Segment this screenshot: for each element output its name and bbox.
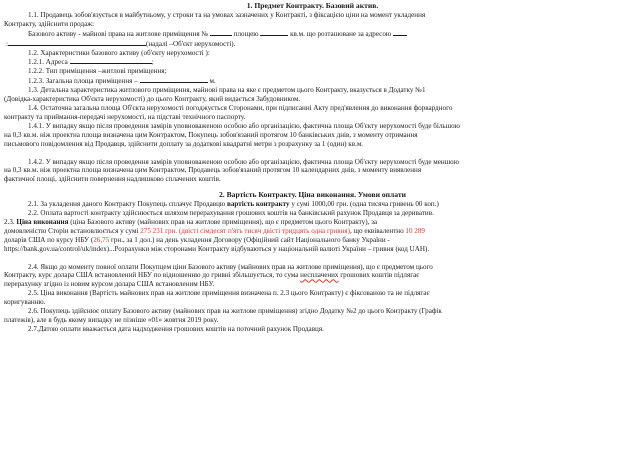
section-1-heading: 1. Предмет Контракту. Базовий актив. xyxy=(246,1,379,10)
clause-2-4-text-b: грошових коштів підлягає xyxy=(340,271,420,280)
clause-1-3-line-1: 1.3. Детальна характеристика житлового приміщення, майнові права на яке є предметом цього Контракту, вказується в Додатку №1 xyxy=(28,86,426,95)
clause-2-3-text-b: домовленістю Сторін встановлюється у сумі xyxy=(4,226,139,235)
clause-1-4-line-1: 1.4. Остаточна загальна площа Об'єкта нерухомості погоджується Сторонами, при підписанні Акту пред'явлення до виконання форвардного xyxy=(28,103,453,112)
clause-2-1 xyxy=(4,200,621,209)
clause-1-3-line-2: (Довідка-характеристика Об'єкта нерухомості) до цього Контракту, який видається Забудовником. xyxy=(4,95,301,104)
price-uah: 275 231 грн. (двісті сімдесят п'ять тисяч двісті тридцять одна гривня) xyxy=(140,226,350,235)
clause-2-4-text-a: Контракту, курс долара США встановлений НБУ по відношенню до гривні збільшується, то сума xyxy=(4,271,299,280)
clause-2-5-line-1: 2.5. Ціна виконання (Вартість майнових прав на житлове приміщення визначена п. 2.3 цього Контракту) є фіксованою та не підлягає xyxy=(28,289,430,298)
spacer xyxy=(4,149,621,158)
spacer xyxy=(4,254,621,263)
address-field-start[interactable] xyxy=(393,29,407,36)
clause-1-4-1-line-2: на 0,3 кв.м. ніж проектна площа визначена цим Контрактом, Покупець зобов'язаний протягом 10 банківських днів, з моменту отримання xyxy=(4,130,418,139)
exchange-rate: 26,75 xyxy=(93,235,110,244)
clause-1-1-text-c: кв.м. що розташоване за адресою xyxy=(290,29,392,38)
clause-1-4-2-line-3: фактичної площі, здійснити повернення надлишково сплачених коштів. xyxy=(4,175,221,184)
clause-1-1-line-4 xyxy=(4,39,621,49)
area-field[interactable] xyxy=(260,29,288,36)
clause-2-6-line-1: 2.6. Покупець здійснює оплату Базового активу (майнових прав на житлове приміщення) згідно Додатку №2 до цього Контракту (Графік xyxy=(28,307,442,316)
price-usd: 10 289 xyxy=(405,226,425,235)
clause-2-3-text-a: (ціна Базового активу (майнових прав на житлове приміщення), що є предметом цього Контракту), за xyxy=(70,217,378,226)
clause-1-1-line-1: 1.1. Продавець зобов'язується в майбутньому, у строки та на умовах зазначених у Контракті, з фіксацією ціни на момент укладення xyxy=(28,10,426,19)
clause-2-3-num: 2.3. xyxy=(4,217,15,226)
clause-1-1-text-d: (надалі –Об'єкт нерухомості). xyxy=(145,39,236,48)
clause-1-2: 1.2. Характеристики базового активу (об'єкту нерухомості ): xyxy=(28,48,210,57)
address-field[interactable] xyxy=(8,39,146,46)
address-line-field[interactable] xyxy=(70,57,154,67)
clause-2-3-line-1 xyxy=(4,218,621,227)
apartment-number-field[interactable] xyxy=(210,29,232,36)
colon-mark: : xyxy=(6,39,8,48)
total-area-field[interactable] xyxy=(140,76,208,83)
clause-2-5-line-2: коригуванню. xyxy=(4,298,46,307)
section-2-heading: 2. Вартість Контракту. Ціна виконання. Умови оплати xyxy=(218,190,407,200)
clause-2-3-line-2 xyxy=(4,227,621,236)
clause-1-1-text-a: Базового активу - майнові права на житлове приміщення № xyxy=(28,29,209,38)
clause-1-4-1-line-3: письмового повідомлення від Продавця, здійснити доплату за додаткові квадратні метри з розрахунку за 1 (один) кв.м. xyxy=(4,139,364,148)
clause-1-4-line-2: контракту та приймання-передачі нерухомості, на підставі технічного паспорту. xyxy=(4,112,246,121)
clause-2-7: 2.7.Датою оплати вважається дата надходження грошових коштів на поточний рахунок Продавця. xyxy=(28,324,324,333)
execution-price-label: Ціна виконання xyxy=(16,217,69,226)
clause-2-4-line-2 xyxy=(4,271,621,280)
clause-2-4-line-3: перерахунку згідно із новим курсом долара США встановленим НБУ. xyxy=(4,280,215,289)
clause-2-4-line-1: 2.4. Якщо до моменту повної оплати Покупцем ціни Базового активу (майнових прав на житлове приміщення), що є предметом цього xyxy=(28,262,433,271)
clause-2-3-line-4: https://bank.gov.ua/control/uk/index)...Розрахунки між сторонами Контракту відбуваються у національній валюті України – гривня (код UAH). xyxy=(4,244,430,253)
clause-2-3-text-c: , що еквівалентно xyxy=(350,226,404,235)
clause-1-2-1-label: 1.2.1. Адреса xyxy=(28,58,68,67)
clause-2-3-text-d: доларів США по курсу НБУ ( xyxy=(4,235,94,244)
clause-2-3-text-e: грн., за 1 дол.) на день укладення Договору (Офіційний сайт Національного банку України - xyxy=(110,235,390,244)
clause-1-2-3 xyxy=(4,76,621,86)
clause-1-2-3-label: 1.2.3. Загальна площа приміщення – xyxy=(28,77,138,86)
unpaid-word: несплачених xyxy=(300,271,339,280)
contract-value-label: вартість контракту xyxy=(227,200,290,209)
clause-2-3-line-3 xyxy=(4,236,621,245)
clause-1-1-text-b: площею xyxy=(233,29,259,38)
clause-2-1-text-c: у сумі 1000,00 грн. (одна тисяча гривень 00 коп.) xyxy=(291,200,439,209)
clause-1-1-line-3 xyxy=(4,29,621,39)
clause-1-2-1 xyxy=(4,57,621,67)
clause-2-1-text-a: 2.1. За укладення даного Контракту Покупець сплачує Продавцю xyxy=(28,200,226,209)
clause-1-2-2: 1.2.2. Тип приміщення –житлові приміщення; xyxy=(28,67,167,76)
clause-2-6-line-2: платежів), але в будь якому випадку не пізніше «01» жовтня 2019 року. xyxy=(4,316,219,324)
clause-1-4-1-line-1: 1.4.1. У випадку якщо після проведення замірів уповноваженою особою або організацією, фактична площа Об'єкту нерухомості буде більшою xyxy=(28,121,460,130)
clause-2-2: 2.2. Оплата вартості контракту здійснюється шляхом перерахування грошових коштів на банківський рахунок Продавця за дериватив. xyxy=(28,209,434,218)
clause-1-2-3-end: м. xyxy=(209,77,216,86)
clause-1-2-1-end: ; xyxy=(151,58,154,67)
clause-1-4-2-line-2: на 0,3 кв.м. ніж проектна площа визначена цим Контрактом, Продавець зобов'язаний протягом 10 календарних днів, з моменту виявлення xyxy=(4,166,422,175)
clause-1-1-line-2: Контракту, здійснити продаж: xyxy=(4,19,95,28)
clause-1-4-2-line-1: 1.4.2. У випадку якщо після проведення замірів уповноваженою особою або організацією, фактична площа Об'єкту нерухомості буде меншою xyxy=(28,157,460,166)
